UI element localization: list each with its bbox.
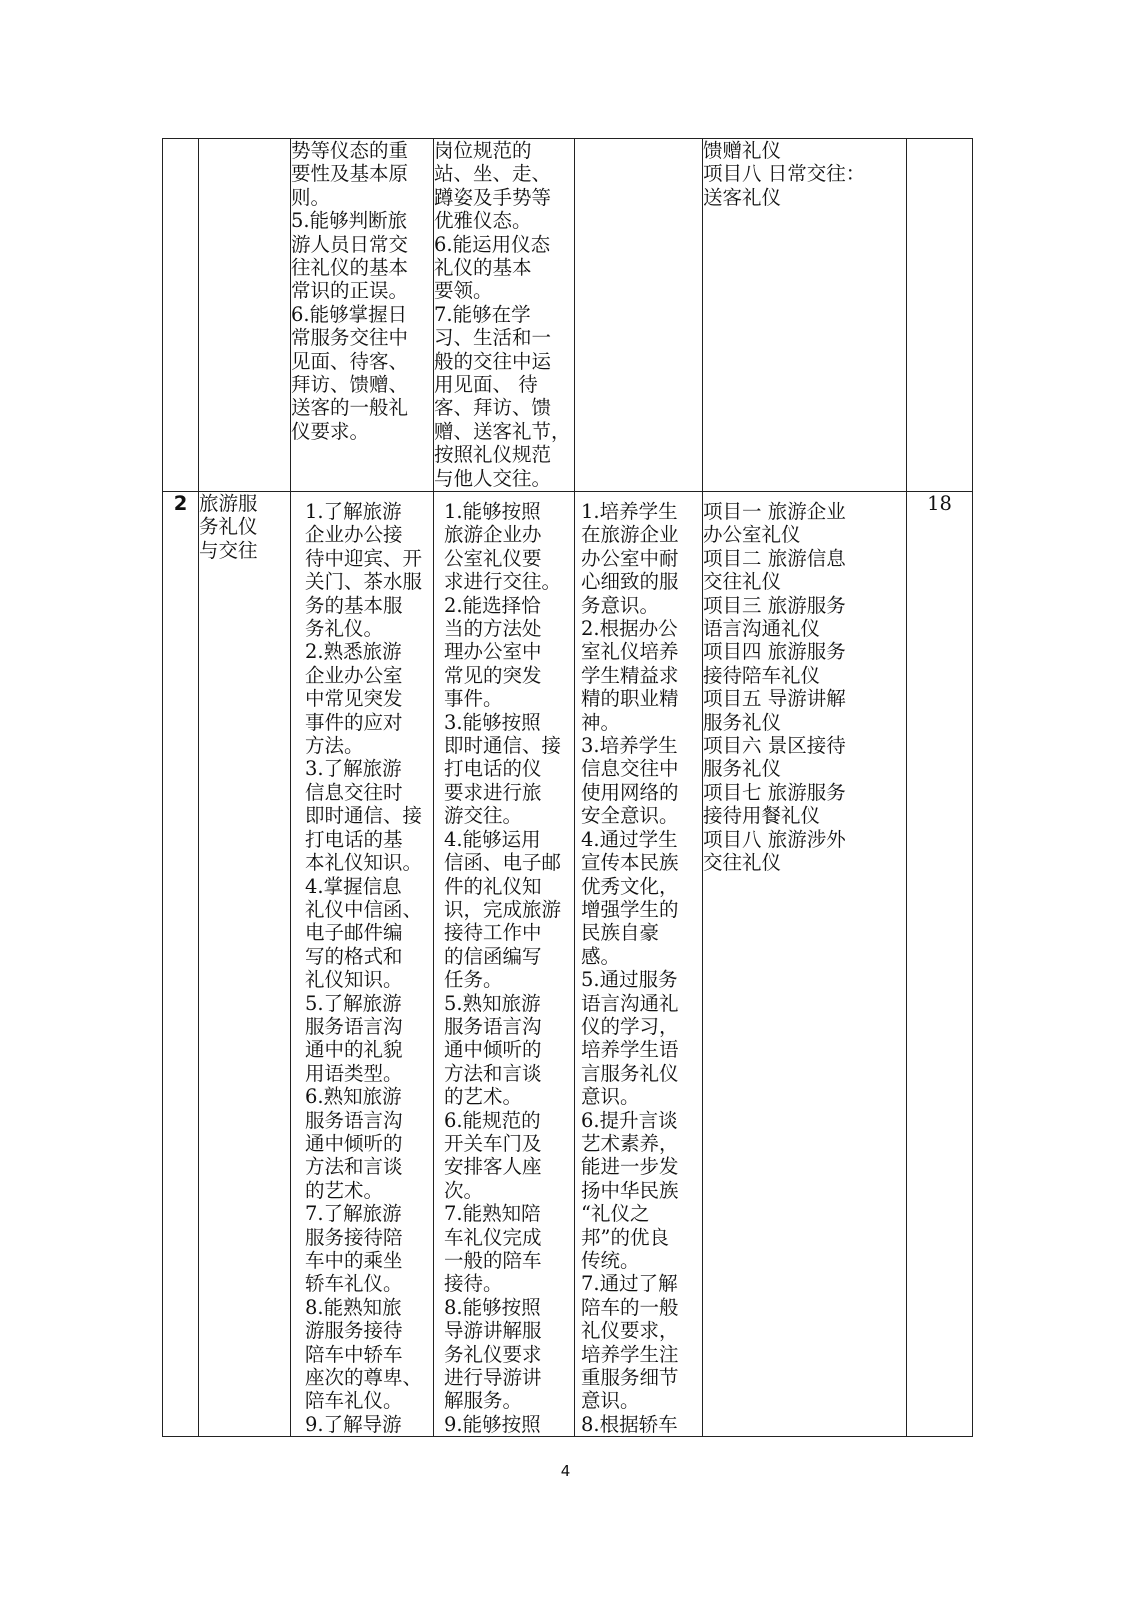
- knowledge-cell: [291, 492, 434, 1437]
- curriculum-table: [162, 138, 973, 1437]
- ability-text: 岗位规范的 站、坐、走、 蹲姿及手势等 优雅仪态。 6.能运用仪态 礼仪的基本 要领。 7.能够在学 习、生活和一 般的交往中运 用见面、 待 客、拜访、馈 赠、送客礼节， 按照礼仪规范 与他人交往。: [434, 139, 571, 490]
- knowledge-text: 势等仪态的重 要性及基本原 则。 5.能够判断旅 游人员日常交 往礼仪的基本 常识的正误。 6.能够掌握日 常服务交往中 见面、待客、 拜访、馈赠、 送客的一般礼 仪要求。: [291, 139, 409, 443]
- knowledge-text: 1.了解旅游 企业办公接 待中迎宾、开 关门、茶水服 务的基本服 务礼仪。 2.熟悉旅游 企业办公室 中常见突发 事件的应对 方法。 3.了解旅游 信息交往时 即时通信、接 打电话的基 本礼仪知识。 4.掌握信息 礼仪中信函、 电子邮件编 写的格式和 礼仪知识。 5.了解旅游 服务语言沟 通中的礼貌 用语类型。 6.熟知旅游 服务语言沟 通中倾听的 方法和言谈 的艺术。 7.了解旅游 服务接待陪 车中的乘坐 轿车礼仪。 8.能熟知旅 游服务接待 陪车中轿车 座次的尊卑、 陪车礼仪。 9.了解导游: [305, 500, 423, 1436]
- projects-text: 馈赠礼仪 项目八 日常交往： 送客礼仪: [703, 139, 866, 209]
- module-number: 2: [163, 492, 199, 1437]
- quality-cell: [575, 492, 703, 1437]
- module-name-cell: [199, 139, 291, 492]
- quality-text: 1.培养学生 在旅游企业 办公室中耐 心细致的服 务意识。 2.根据办公 室礼仪培养 学生精益求 精的职业精 神。 3.培养学生 信息交往中 使用网络的 安全意识。 4.通过学生 宣传本民族 优秀文化， 增强学生的 民族自豪 感。 5.通过服务 语言沟通礼 仪的学习， 培养学生语 言服务礼仪 意识。 6.提升言谈 艺术素养， 能进一步发 扬中华民族 “礼仪之 邦”的优良 传统。 7.通过了解 陪车的一般 礼仪要求， 培养学生注 重服务细节 意识。 8.根据轿车: [581, 500, 679, 1436]
- table-row-module-2: [163, 492, 973, 1437]
- quality-cell: [575, 139, 703, 492]
- ability-cell: [434, 139, 575, 492]
- knowledge-cell: [291, 139, 434, 492]
- hours-cell: [907, 139, 973, 492]
- table-row-continued: [163, 139, 973, 492]
- projects-cell: [703, 139, 907, 492]
- page-number: 4: [560, 1462, 571, 1480]
- module-name-cell: [199, 492, 291, 1437]
- ability-cell: [434, 492, 575, 1437]
- number-cell: [163, 139, 199, 492]
- ability-text: 1.能够按照 旅游企业办 公室礼仪要 求进行交往。 2.能选择恰 当的方法处 理办公室中 常见的突发 事件。 3.能够按照 即时通信、接 打电话的仪 要求进行旅 游交往。 4.能够运用 信函、电子邮 件的礼仪知 识，完成旅游 接待工作中 的信函编写 任务。 5.熟知旅游 服务语言沟 通中倾听的 方法和言谈 的艺术。 6.能规范的 开关车门及 安排客人座 次。 7.能熟知陪 车礼仪完成 一般的陪车 接待。 8.能够按照 导游讲解服 务礼仪要求 进行导游讲 解服务。 9.能够按照: [444, 500, 562, 1436]
- class-hours: 18: [907, 492, 973, 1437]
- projects-text: 项目一 旅游企业 办公室礼仪 项目二 旅游信息 交往礼仪 项目三 旅游服务 语言沟通礼仪 项目四 旅游服务 接待陪车礼仪 项目五 导游讲解 服务礼仪 项目六 景区接待 服务礼仪 项目七 旅游服务 接待用餐礼仪 项目八 旅游涉外 交往礼仪: [703, 500, 846, 875]
- projects-cell: [703, 492, 907, 1437]
- module-name: 旅游服 务礼仪 与交往: [199, 492, 258, 562]
